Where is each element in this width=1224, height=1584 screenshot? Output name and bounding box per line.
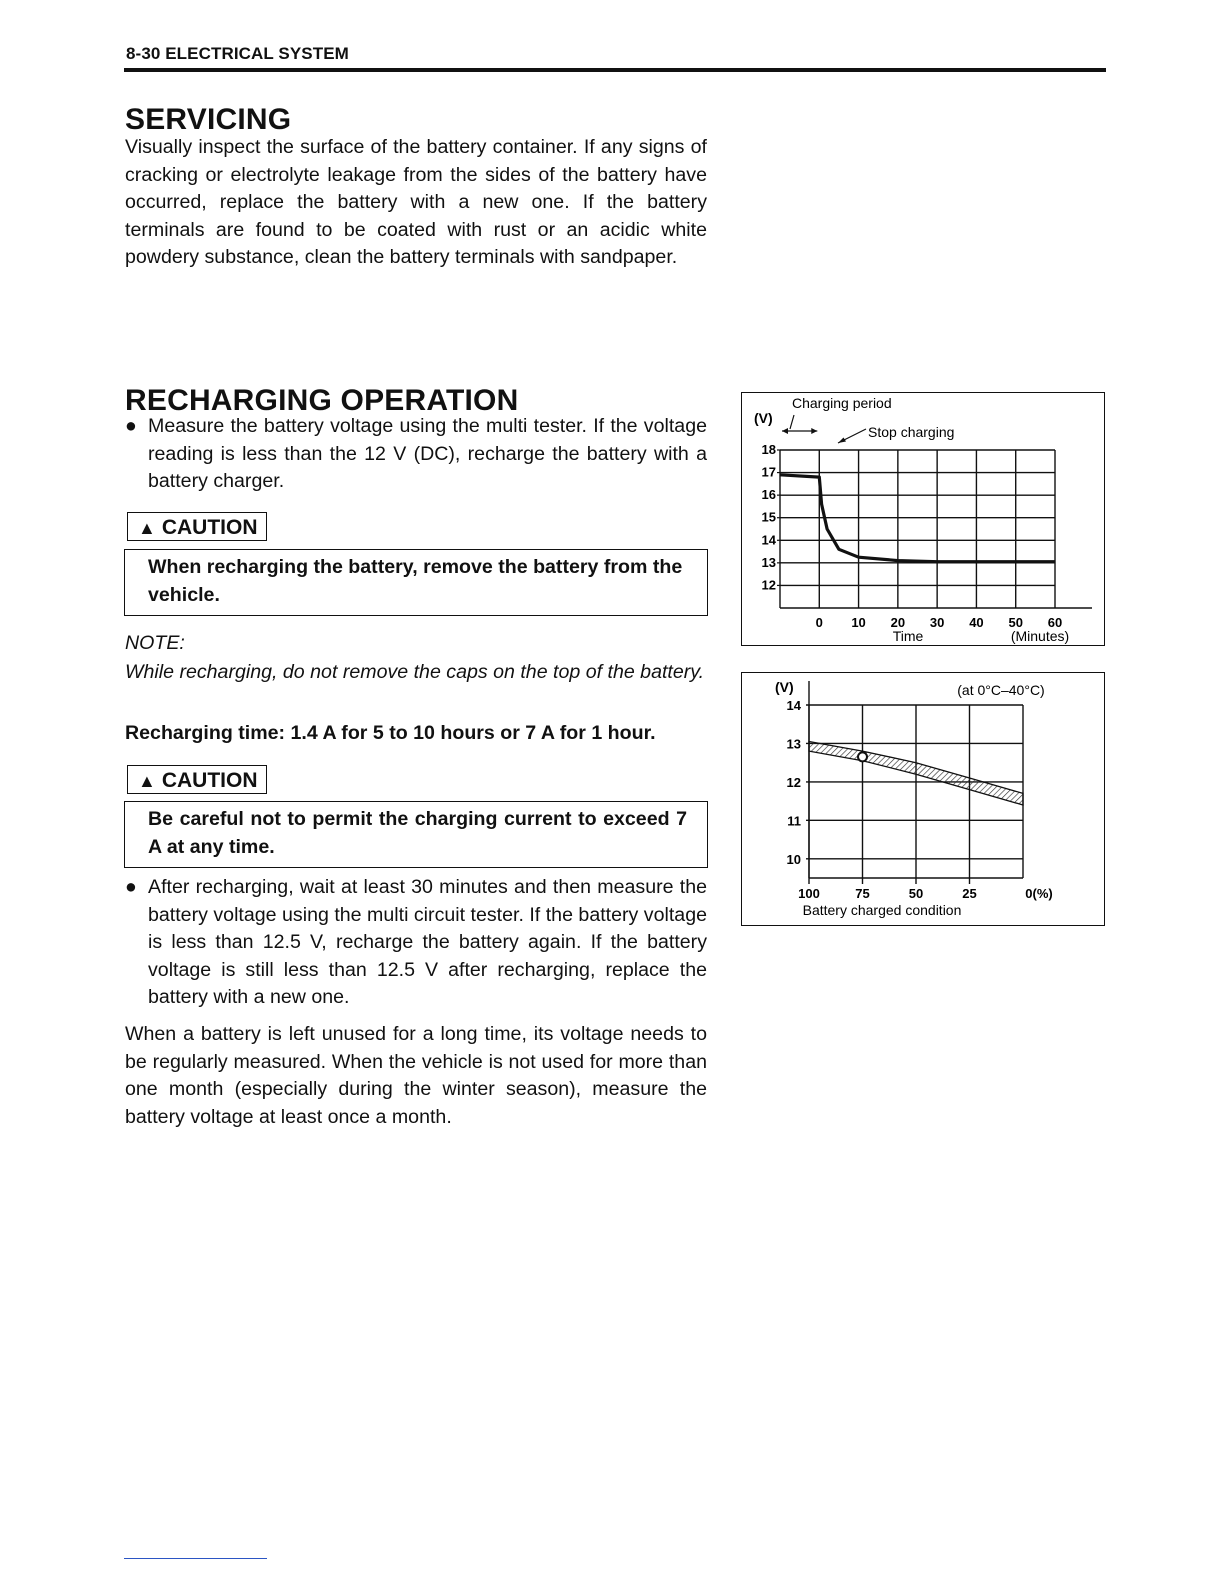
caution-box-1: When recharging the battery, remove the battery from the vehicle.: [124, 549, 708, 616]
x-tick-label: 40: [969, 615, 984, 630]
y-tick-label: 14: [761, 532, 776, 548]
x-tick-label: 60: [1047, 615, 1063, 630]
bullet-measure-text: Measure the battery voltage using the multi tester. If the voltage reading is less than the 12 V (DC), recharge the battery with a battery charger.: [148, 415, 707, 493]
caution-label-1: CAUTION: [161, 516, 258, 539]
y-axis-unit-label: (V): [775, 679, 794, 695]
bullet-after-recharging-text: After recharging, wait at least 30 minutes and then measure the battery voltage using the multi circuit tester. If the battery voltage is less than 12.5 V, recharge the battery again. If the battery voltage is still less than 12.5 V after recharging, replace the battery with a new one.: [148, 876, 707, 1009]
charging-period-leader-line: [790, 415, 794, 429]
x-tick-label: 100: [798, 886, 820, 901]
y-tick-label: 15: [761, 509, 776, 525]
y-tick-label: 18: [761, 442, 776, 457]
y-tick-label: 17: [761, 464, 776, 480]
x-tick-label: 25: [962, 886, 977, 901]
warning-triangle-icon: ▲: [138, 771, 156, 791]
x-axis-label: Battery charged condition: [802, 902, 962, 918]
note-text: While recharging, do not remove the caps on the top of the battery.: [125, 661, 705, 683]
annotation-charging-period: Charging period: [792, 395, 892, 411]
servicing-title: SERVICING: [125, 103, 292, 136]
x-tick-label: 0: [815, 615, 823, 630]
x-axis-label: Time: [892, 628, 924, 644]
servicing-body: Visually inspect the surface of the battery container. If any signs of cracking or electrolyte leakage from the sides of the battery have occurred, replace the battery with a new one. If the battery terminals are found to be coated with rust or an acidic white powdery substance, clean the battery terminals with sandpaper.: [125, 136, 707, 269]
note-label: NOTE:: [125, 632, 185, 654]
x-tick-label: 0(%): [1025, 886, 1053, 901]
x-tick-label: 75: [855, 886, 870, 901]
y-tick-label: 13: [786, 736, 801, 752]
arrowhead-right-icon: [811, 428, 817, 434]
y-tick-label: 12: [786, 774, 801, 790]
y-axis-unit-label: (V): [754, 410, 773, 426]
marker-point: [858, 752, 867, 761]
y-tick-label: 14: [786, 698, 801, 713]
caution-tag-2: [127, 765, 267, 794]
caution-tag-1: [127, 512, 267, 541]
caution-box-2: Be careful not to permit the charging current to exceed 7 A at any time.: [124, 801, 708, 868]
x-tick-label: 30: [929, 615, 945, 630]
bullet-after-recharging: [125, 874, 707, 1012]
x-tick-label: 10: [851, 615, 866, 630]
bullet-measure: [125, 413, 707, 496]
stop-charging-arrowhead-icon: [838, 438, 846, 444]
y-tick-label: 16: [761, 487, 776, 503]
charge-condition-chart-svg: [742, 673, 1106, 927]
recharging-title: RECHARGING OPERATION: [125, 384, 519, 417]
footer-line: [124, 1558, 267, 1559]
x-tick-label: 50: [1008, 615, 1023, 630]
recharging-time: Recharging time: 1.4 A for 5 to 10 hours or 7 A for 1 hour.: [125, 722, 656, 744]
warning-triangle-icon: ▲: [138, 518, 156, 538]
charging-time-chart: [741, 392, 1105, 646]
temperature-note: (at 0°C–40°C): [957, 682, 1045, 698]
charging-time-chart-svg: [742, 393, 1106, 647]
header-rule: [124, 68, 1106, 72]
y-tick-label: 13: [761, 554, 776, 570]
arrowhead-left-icon: [782, 428, 788, 434]
y-tick-label: 12: [761, 577, 776, 593]
x-tick-label: 20: [890, 615, 906, 630]
annotation-stop-charging: Stop charging: [868, 424, 955, 440]
y-tick-label: 10: [786, 851, 801, 867]
page-header: 8-30 ELECTRICAL SYSTEM: [126, 44, 349, 63]
x-axis-unit-label: (Minutes): [1010, 628, 1070, 644]
final-paragraph: When a battery is left unused for a long time, its voltage needs to be regularly measured. When the vehicle is not used for more than one month (especially during the winter season), measure the battery voltage at least once a month.: [125, 1023, 707, 1128]
y-tick-label: 11: [787, 813, 801, 829]
bullet-dot-icon: ●: [125, 415, 137, 437]
bullet-dot-icon: ●: [125, 876, 137, 898]
charge-condition-chart: [741, 672, 1105, 926]
x-tick-label: 50: [908, 886, 924, 901]
caution-label-2: CAUTION: [161, 769, 258, 792]
